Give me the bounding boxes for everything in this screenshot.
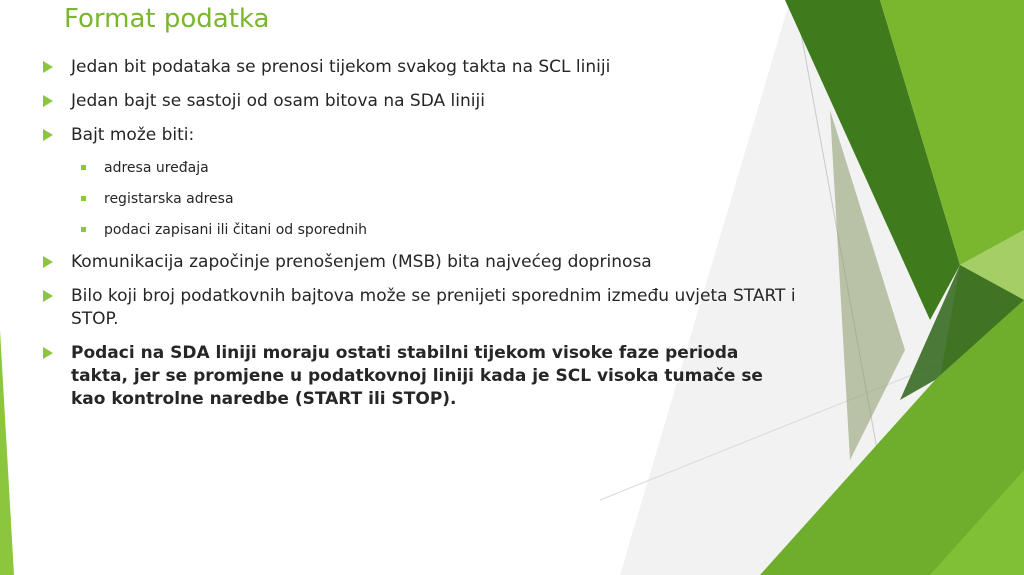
triangle-arrow-icon <box>43 347 53 359</box>
bullet-text: Komunikacija započinje prenošenjem (MSB) bita najvećeg doprinosa <box>71 252 652 272</box>
triangle-arrow-icon <box>43 290 53 302</box>
bullet-item <box>40 251 800 274</box>
bullet-item <box>40 285 800 331</box>
bullet-text: Podaci na SDA liniji moraju ostati stabilni tijekom visoke faze perioda takta, jer se promjene u podatkovnoj liniji kada je SCL visoka tumače se kao kontrolne naredbe (START ili STOP). <box>71 343 763 409</box>
triangle-arrow-icon <box>43 256 53 268</box>
sub-bullet-text: adresa uređaja <box>104 160 209 176</box>
slide-title: Format podatka <box>64 4 270 34</box>
bullet-item <box>40 90 800 113</box>
triangle-arrow-icon <box>43 129 53 141</box>
bullet-text: Bilo koji broj podatkovnih bajtova može se prenijeti sporednim između uvjeta START i STOP. <box>71 286 796 329</box>
sub-bullet-item <box>40 220 800 240</box>
sub-bullet-text: podaci zapisani ili čitani od sporednih <box>104 222 367 238</box>
square-bullet-icon <box>81 227 86 232</box>
bullet-item-emphasized <box>40 342 800 411</box>
bullet-list <box>40 56 800 422</box>
triangle-arrow-icon <box>43 95 53 107</box>
bullet-text: Bajt može biti: <box>71 125 195 145</box>
sub-bullet-text: registarska adresa <box>104 191 234 207</box>
square-bullet-icon <box>81 196 86 201</box>
bullet-text: Jedan bajt se sastoji od osam bitova na SDA liniji <box>71 91 485 111</box>
sub-bullet-list <box>40 158 800 240</box>
sub-bullet-item <box>40 158 800 178</box>
left-green-sliver <box>0 330 14 575</box>
bullet-text: Jedan bit podataka se prenosi tijekom svakog takta na SCL liniji <box>71 57 611 77</box>
bullet-item <box>40 124 800 147</box>
sub-bullet-item <box>40 189 800 209</box>
bullet-item <box>40 56 800 79</box>
square-bullet-icon <box>81 165 86 170</box>
triangle-arrow-icon <box>43 61 53 73</box>
